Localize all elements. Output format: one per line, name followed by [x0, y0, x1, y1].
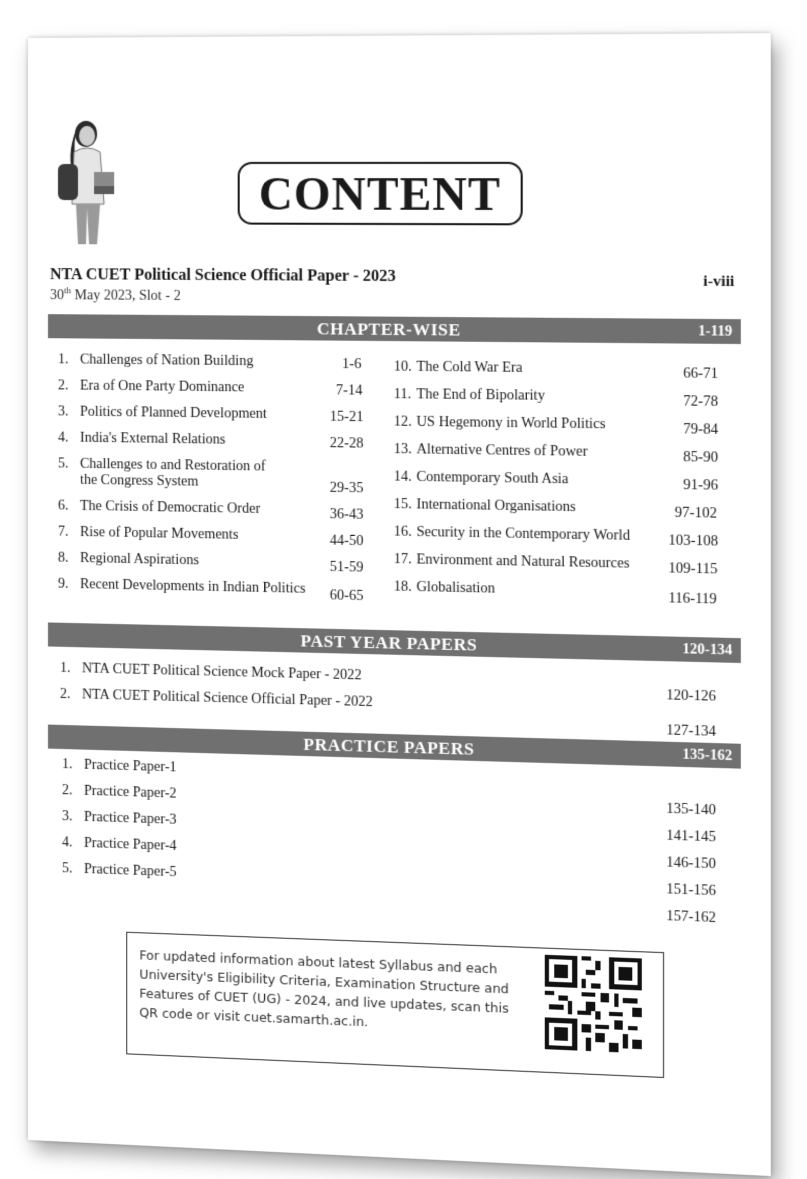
item-label: Practice Paper-2 [84, 783, 177, 802]
list-item [58, 378, 244, 396]
list-item [60, 687, 373, 711]
item-pages: 151-156 [666, 882, 716, 900]
list-item [394, 524, 630, 545]
item-pages: 36-43 [329, 507, 364, 523]
item-pages: 116-119 [668, 591, 717, 608]
item-number: 3. [61, 809, 73, 825]
list-item [62, 757, 177, 776]
item-pages: 157-162 [666, 908, 716, 927]
item-label: India's External Relations [80, 430, 226, 448]
list-item [62, 809, 177, 829]
list-item [394, 579, 495, 597]
item-number: 2. [61, 783, 73, 799]
page-title: CONTENT [238, 162, 523, 226]
item-label: Security in the Contemporary World [416, 524, 631, 544]
item-label: Recent Developments in Indian Politics [80, 577, 306, 597]
item-pages: 29-35 [329, 480, 364, 497]
item-label: Practice Paper-4 [84, 835, 177, 855]
official-paper-title: NTA CUET Political Science Official Paper - 2023 [49, 266, 396, 286]
official-paper-pages: i-viii [703, 273, 735, 291]
list-item [58, 352, 253, 370]
past-year-range: 120-134 [682, 641, 733, 659]
item-label: NTA CUET Political Science Official Paper - 2022 [82, 687, 373, 711]
list-item [62, 783, 177, 803]
item-label: Regional Aspirations [80, 550, 199, 569]
item-label: The End of Bipolarity [416, 387, 546, 404]
item-label: Era of One Party Dominance [80, 378, 245, 396]
official-paper-date-rest: May 2023, Slot - 2 [71, 287, 181, 304]
list-item [62, 835, 177, 855]
item-pages: 141-145 [666, 828, 716, 846]
qr-code-icon[interactable] [545, 955, 642, 1054]
list-item [394, 469, 569, 488]
item-number: 7. [57, 524, 69, 540]
item-label: International Organisations [416, 497, 576, 516]
item-pages: 120-126 [666, 688, 716, 705]
list-item [58, 404, 267, 423]
item-label: Globalisation [416, 579, 495, 597]
item-number: 18. [393, 579, 412, 596]
item-number: 14. [393, 469, 412, 485]
official-paper-date [50, 285, 181, 305]
item-number: 15. [393, 496, 412, 513]
practice-list [62, 757, 734, 932]
item-number: 4. [61, 835, 73, 851]
list-item [58, 577, 306, 598]
chapter-list-left [58, 352, 363, 609]
content-page [28, 33, 771, 1176]
official-paper-day: 30 [49, 287, 64, 303]
official-paper-day-suffix: th [63, 285, 72, 296]
item-label: Environment and Natural Resources [416, 552, 630, 572]
item-pages: 103-108 [668, 533, 719, 550]
item-number: 5. [57, 456, 69, 472]
list-item [394, 497, 576, 516]
chapter-wise-band [48, 314, 741, 344]
list-item [58, 525, 238, 544]
item-label: Rise of Popular Movements [80, 524, 239, 543]
item-number: 16. [393, 524, 412, 540]
item-pages: 79-84 [683, 422, 719, 438]
item-pages: 91-96 [683, 477, 719, 494]
item-pages: 127-134 [666, 723, 716, 740]
item-number: 1. [57, 352, 69, 368]
item-label: NTA CUET Political Science Mock Paper - 2022 [82, 661, 362, 684]
item-pages: 85-90 [683, 449, 719, 466]
item-pages: 15-21 [329, 409, 364, 426]
item-label: Practice Paper-1 [84, 757, 177, 776]
list-item [394, 414, 606, 433]
item-number: 6. [57, 498, 69, 514]
item-number: 2. [57, 378, 69, 394]
item-pages: 22-28 [329, 435, 364, 452]
item-pages: 60-65 [329, 588, 364, 605]
item-number: 9. [57, 576, 69, 592]
chapter-wise-title: CHAPTER-WISE [316, 319, 461, 340]
past-year-band [48, 622, 741, 663]
item-label: Challenges to and Restoration of [80, 456, 266, 475]
item-pages: 97-102 [674, 505, 717, 522]
item-number: 12. [393, 414, 412, 430]
item-pages: 66-71 [683, 366, 719, 383]
item-pages: 109-115 [668, 561, 718, 578]
item-number: 13. [393, 441, 412, 458]
item-pages: 44-50 [329, 533, 364, 550]
item-pages: 7-14 [335, 383, 363, 399]
list-item-continuation: the Congress System [80, 472, 199, 490]
item-number: 11. [393, 386, 412, 403]
item-number: 4. [57, 430, 69, 446]
item-label: Practice Paper-3 [84, 809, 177, 828]
list-item [58, 551, 199, 570]
item-number: 3. [57, 404, 69, 420]
item-number: 17. [393, 551, 412, 568]
list-item [58, 430, 226, 448]
list-item [394, 387, 545, 405]
list-item [394, 552, 630, 573]
item-label: US Hegemony in World Politics [416, 414, 606, 433]
past-year-title: PAST YEAR PAPERS [300, 631, 478, 655]
item-pages: 72-78 [683, 394, 719, 411]
item-number: 2. [59, 686, 71, 703]
list-item [58, 498, 260, 518]
practice-title: PRACTICE PAPERS [303, 734, 475, 759]
item-label: The Crisis of Democratic Order [80, 498, 261, 517]
item-pages: 51-59 [329, 559, 364, 576]
item-number: 5. [61, 861, 73, 877]
item-number: 1. [59, 660, 71, 677]
item-label: Alternative Centres of Power [416, 442, 588, 460]
chapter-wise-range: 1-119 [698, 324, 733, 340]
chapter-list-right [394, 359, 730, 621]
item-label: Contemporary South Asia [416, 469, 569, 488]
item-pages: 146-150 [666, 855, 716, 873]
item-label: Practice Paper-5 [84, 861, 177, 881]
item-pages: 1-6 [342, 356, 362, 373]
qr-info-box [126, 932, 664, 1078]
qr-info-text: For updated information about latest Syllabus and each University's Eligibility Criteria, Examination Structure and Features of CUET (UG) - 2024, and live updates, scan this QR code or visit cuet.samarth.ac.in. [139, 947, 509, 1030]
list-item [394, 442, 588, 461]
item-number: 1. [61, 756, 73, 773]
item-number: 8. [57, 550, 69, 566]
item-pages: 135-140 [666, 801, 716, 819]
item-label: Challenges of Nation Building [80, 352, 254, 370]
list-item [394, 359, 523, 377]
practice-range: 135-162 [682, 747, 733, 765]
student-illustration-icon [50, 116, 120, 247]
list-item [60, 661, 362, 685]
list-item [62, 861, 177, 881]
item-label: Politics of Planned Development [80, 404, 267, 422]
item-number: 10. [393, 359, 412, 375]
item-label: The Cold War Era [416, 359, 523, 376]
